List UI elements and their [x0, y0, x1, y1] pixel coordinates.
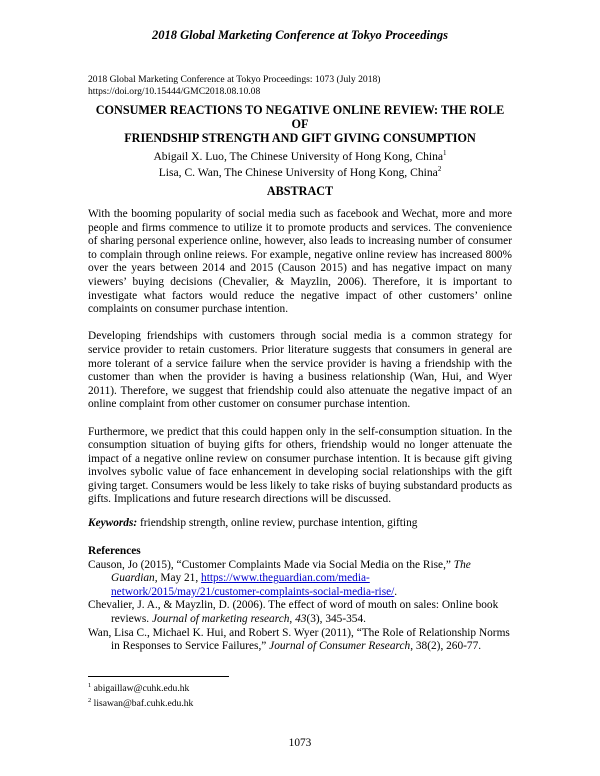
- running-header: 2018 Global Marketing Conference at Tokyo Proceedings: [151, 28, 449, 42]
- doi-line: https://doi.org/10.15444/GMC2018.08.10.08: [88, 86, 261, 97]
- author-1-affiliation: Abigail X. Luo, The Chinese University of Hong Kong, China: [153, 149, 444, 163]
- reference-text: .: [394, 585, 398, 598]
- keywords-label: Keywords:: [88, 517, 138, 529]
- reference-text: , 38(2), 260-77.: [410, 640, 482, 653]
- page-number: 1073: [288, 737, 312, 749]
- reference-journal: Journal of Consumer Research: [269, 640, 411, 653]
- reference-volume: 43: [295, 612, 307, 625]
- reference-text: Chevalier, J. A., & Mayzlin, D. (2006). The effect of word of mouth on sales: Online book reviews.: [88, 599, 499, 625]
- author-1-footnote-mark: 1: [443, 149, 447, 157]
- reference-text: May 21,: [157, 572, 202, 585]
- abstract-heading: ABSTRACT: [266, 184, 334, 198]
- abstract-paragraph-1: With the booming popularity of social media such as facebook and Wechat, more and more people and firms commence to utilize it to promote products and services. The convenience of sharing personal experience online, however, also leads to increasing number of consumer to complain through online reiews. For example, negative online review has increased 800% over the years between 2014 and 2015 (Causon 2015) and has negative impact on many viewers’ buying decisions (Chevalier, & Mayzlin, 2006). Therefore, it is important to investigate what factors would reduce the negative impact of other customers’ online complaints on consumer purchase intention.: [88, 208, 512, 316]
- footnote-1: [88, 680, 193, 695]
- reference-item: [88, 559, 512, 600]
- reference-text: ,: [289, 612, 296, 625]
- abstract-paragraph-3: Furthermore, we predict that this could happen only in the self-consumption situation. In the consumption situation of buying gifts for others, friendship would no longer attenuate the impact of a negative online review on consumer purchase intention. It is because gift giving involves sybolic value of face enhancement in developing social relationships with the gift giving target. Consumers would be less likely to take risks of buying substandard products as gifts. Implications and future research directions will be discussed.: [88, 425, 512, 506]
- author-2-footnote-mark: 2: [437, 165, 442, 174]
- abstract-paragraph-2: Developing friendships with customers through social media is a common strategy for service provider to retain customers. Prior literature suggests that consumers in general are more tolerant of a service failure when the service provider is having a friendship with the customer than when the provider is having a business relationship (Wan, Hui, and Wyer 2011). Therefore, we suggest that friendship could also attenuate the negative impact of an online complaint from other customer on consumer purchase intention.: [88, 330, 512, 411]
- footnote-2: [88, 695, 193, 710]
- citation-block: [88, 74, 381, 98]
- reference-link[interactable]: https://www.theguardian.com/media-network/2015/may/21/customer-complaints-social-media-rise/: [111, 572, 395, 598]
- abstract-body: [88, 208, 512, 521]
- references: [88, 545, 512, 654]
- paper-title: [88, 103, 512, 145]
- citation-line: 2018 Global Marketing Conference at Tokyo Proceedings: 1073 (July 2018): [88, 74, 381, 85]
- author-2-affiliation: Lisa, C. Wan, The Chinese University of Hong Kong, China: [158, 166, 438, 180]
- reference-journal: The Guardian,: [111, 558, 471, 585]
- title-line-1: CONSUMER REACTIONS TO NEGATIVE ONLINE REVIEW: THE ROLE OF: [95, 103, 505, 131]
- references-heading: References: [88, 545, 141, 557]
- footnote-1-mark: 1: [88, 682, 92, 689]
- reference-journal: Journal of marketing research: [151, 612, 290, 625]
- author-2: [88, 163, 512, 179]
- footnote-rule: [88, 676, 229, 677]
- reference-item: [88, 627, 512, 654]
- reference-text: Wan, Lisa C., Michael K. Hui, and Robert S. Wyer (2011), “The Role of Relationship Norms in Responses to Service Failures,”: [88, 626, 510, 653]
- keywords: [88, 517, 512, 531]
- footnote-2-email: lisawan@baf.cuhk.edu.hk: [93, 698, 194, 710]
- footnotes: [88, 680, 193, 710]
- footnote-2-mark: 2: [88, 697, 92, 705]
- reference-text: (3), 345-354.: [306, 612, 366, 625]
- author-1: [88, 147, 512, 163]
- footnote-1-email: abigaillaw@cuhk.edu.hk: [93, 683, 190, 695]
- author-list: [88, 147, 512, 180]
- reference-text: Causon, Jo (2015), “Customer Complaints Made via Social Media on the Rise,”: [88, 558, 454, 571]
- reference-item: [88, 599, 512, 626]
- title-line-2: FRIENDSHIP STRENGTH AND GIFT GIVING CONSUMPTION: [124, 131, 476, 145]
- keywords-text: friendship strength, online review, purchase intention, gifting: [137, 517, 418, 529]
